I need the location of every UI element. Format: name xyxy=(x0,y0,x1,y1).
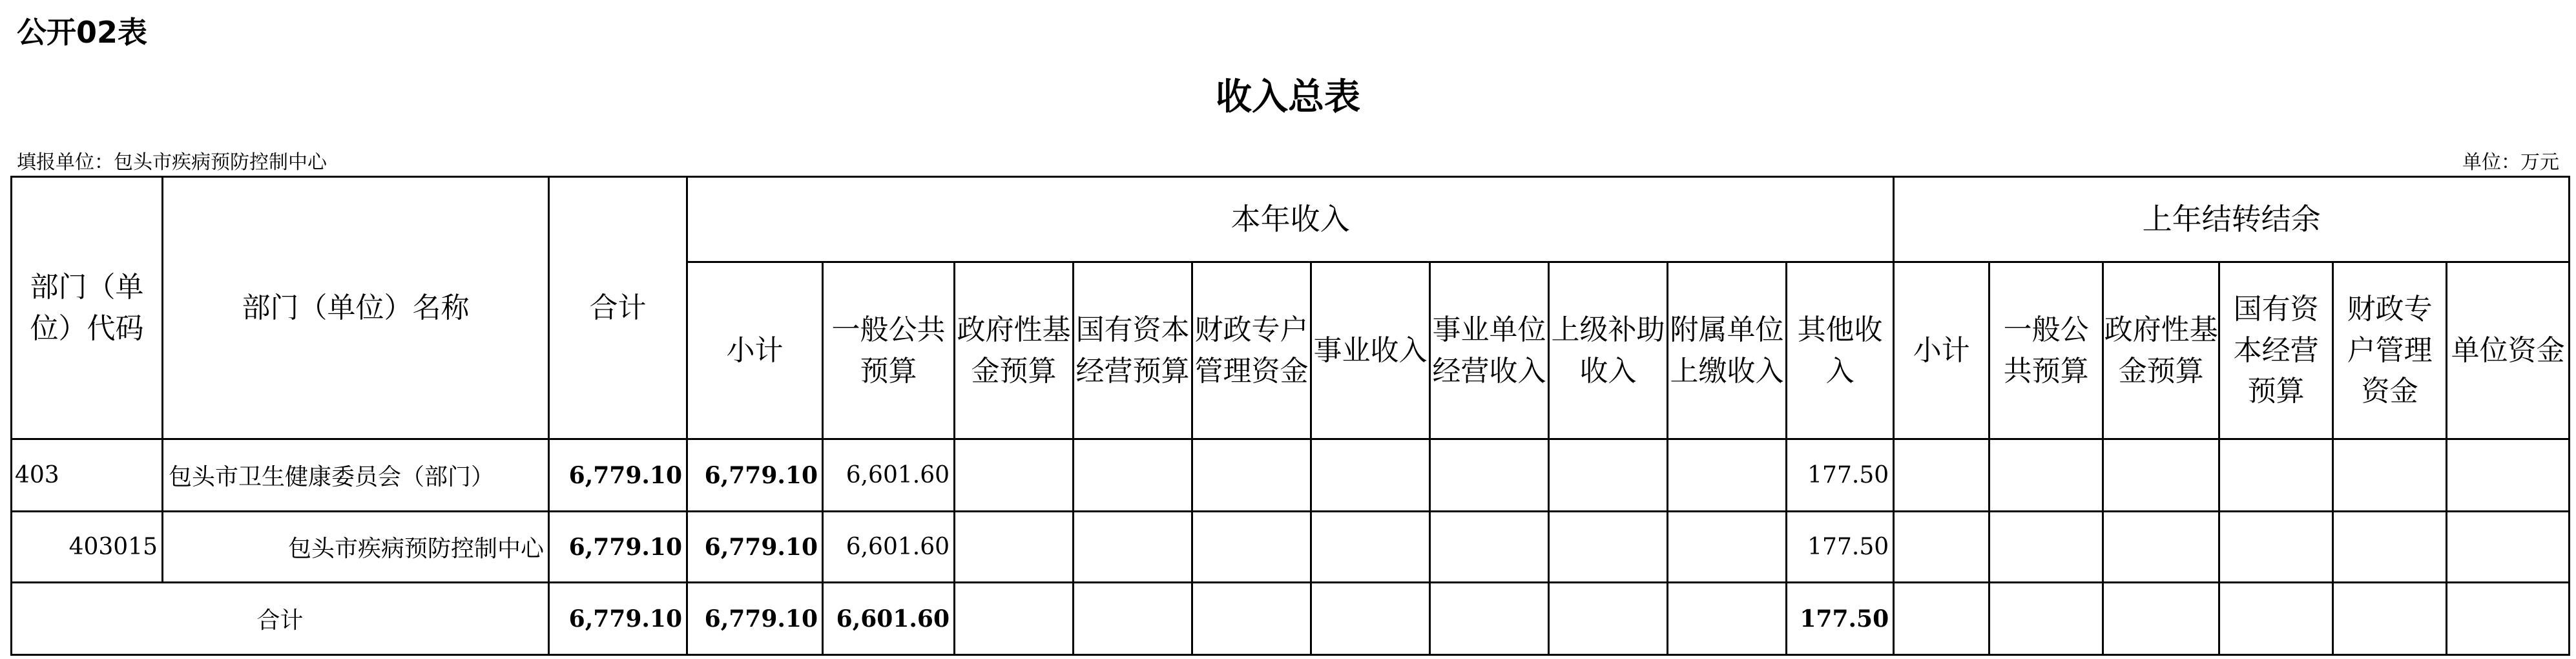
page-title: 收入总表 xyxy=(1216,76,1360,118)
total-row-total: 6,779.10 xyxy=(549,583,687,655)
unit-label: 单位：万元 xyxy=(2462,151,2559,174)
header-current-operating-income: 事业单位经营收入 xyxy=(1430,262,1549,439)
row-general-budget: 6,601.60 xyxy=(823,512,955,583)
row-current-subtotal: 6,779.10 xyxy=(687,439,823,512)
total-row-current-subtotal: 6,779.10 xyxy=(687,583,823,655)
total-row-general-budget: 6,601.60 xyxy=(823,583,955,655)
row-total: 6,779.10 xyxy=(549,512,687,583)
total-row-other-income: 177.50 xyxy=(1787,583,1894,655)
row-code: 403015 xyxy=(12,512,163,583)
row-other-income: 177.50 xyxy=(1787,512,1894,583)
header-prior-subtotal: 小计 xyxy=(1894,262,1989,439)
header-current-general-budget: 一般公共预算 xyxy=(823,262,955,439)
header-prior-unit-funds: 单位资金 xyxy=(2447,262,2570,439)
row-total: 6,779.10 xyxy=(549,439,687,512)
total-row xyxy=(12,583,2570,655)
table-row xyxy=(12,439,2570,512)
header-current-special-account-funds: 财政专户管理资金 xyxy=(1192,262,1311,439)
total-row-label: 合计 xyxy=(12,583,549,655)
header-prior-gov-fund-budget: 政府性基金预算 xyxy=(2103,262,2219,439)
header-current-other-income: 其他收入 xyxy=(1787,262,1894,439)
header-prior-state-capital-budget: 国有资本经营预算 xyxy=(2219,262,2333,439)
header-current-business-income: 事业收入 xyxy=(1311,262,1430,439)
header-current-subordinate-remittance: 附属单位上缴收入 xyxy=(1668,262,1787,439)
row-code: 403 xyxy=(12,439,163,512)
header-current-state-capital-budget: 国有资本经营预算 xyxy=(1074,262,1192,439)
header-current-subtotal: 小计 xyxy=(687,262,823,439)
table-row xyxy=(12,512,2570,583)
form-code: 公开02表 xyxy=(17,15,148,50)
row-current-subtotal: 6,779.10 xyxy=(687,512,823,583)
header-dept-name: 部门（单位）名称 xyxy=(163,177,549,439)
income-summary-table xyxy=(10,176,2570,656)
row-other-income: 177.50 xyxy=(1787,439,1894,512)
header-prior-general-budget: 一般公共预算 xyxy=(1989,262,2103,439)
row-general-budget: 6,601.60 xyxy=(823,439,955,512)
header-current-year-income: 本年收入 xyxy=(687,177,1894,262)
header-prior-year-carryover: 上年结转结余 xyxy=(1894,177,2570,262)
header-total: 合计 xyxy=(549,177,687,439)
header-dept-code: 部门（单位）代码 xyxy=(12,177,163,439)
header-current-gov-fund-budget: 政府性基金预算 xyxy=(955,262,1074,439)
row-name: 包头市卫生健康委员会（部门） xyxy=(163,439,549,512)
header-prior-special-account-funds: 财政专户管理资金 xyxy=(2333,262,2447,439)
header-current-superior-subsidy: 上级补助收入 xyxy=(1549,262,1668,439)
filler-unit: 填报单位：包头市疾病预防控制中心 xyxy=(17,151,327,174)
row-name: 包头市疾病预防控制中心 xyxy=(163,512,549,583)
